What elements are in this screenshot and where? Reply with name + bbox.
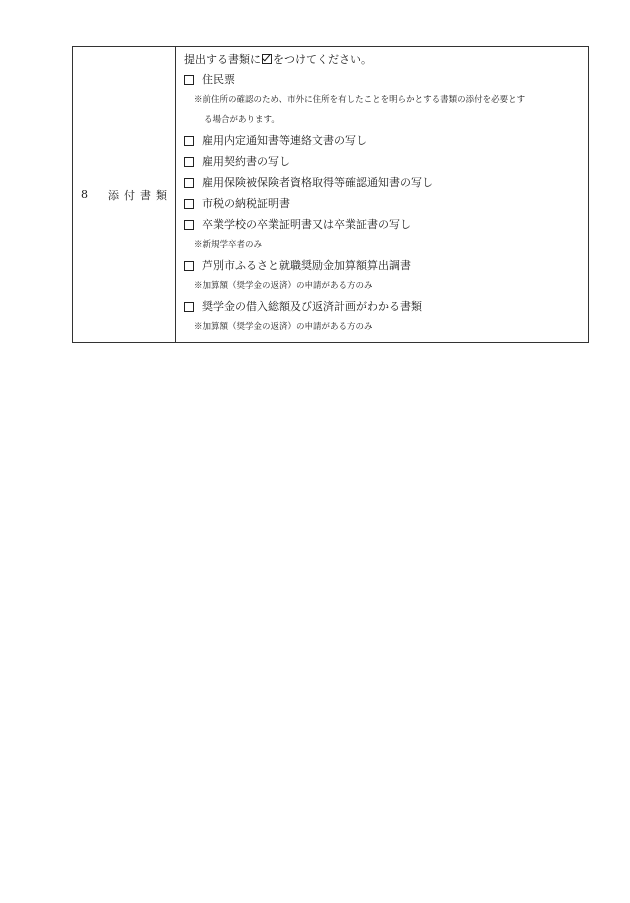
checkbox-insurance-cert[interactable] <box>184 178 194 188</box>
note-graduation: ※新規学卒者のみ <box>194 240 263 250</box>
item-tax-cert[interactable] <box>184 193 588 214</box>
item-scholarship-doc-label: 奨学金の借入総額及び返済計画がわかる書類 <box>202 300 422 313</box>
item-resident-label: 住民票 <box>202 73 235 86</box>
item-employment-notice-label: 雇用内定通知書等連絡文書の写し <box>202 134 367 147</box>
attachments-list <box>176 47 588 342</box>
item-employment-contract[interactable] <box>184 151 588 172</box>
section-number: 8 <box>81 188 88 201</box>
item-incentive-doc[interactable] <box>184 255 588 276</box>
item-tax-cert-label: 市税の納税証明書 <box>202 197 290 210</box>
checkbox-tax-cert[interactable] <box>184 199 194 209</box>
section-label-cell <box>73 47 176 342</box>
instruction-before: 提出する書類に <box>184 53 261 66</box>
item-graduation-cert-label: 卒業学校の卒業証明書又は卒業証書の写し <box>202 218 411 231</box>
item-graduation-cert[interactable] <box>184 214 588 235</box>
item-incentive-doc-label: 芦別市ふるさと就職奨励金加算額算出調書 <box>202 259 411 272</box>
checkbox-incentive-doc[interactable] <box>184 261 194 271</box>
item-resident[interactable] <box>184 69 588 90</box>
item-employment-notice[interactable] <box>184 130 588 151</box>
item-employment-contract-label: 雇用契約書の写し <box>202 155 290 168</box>
checkbox-graduation-cert[interactable] <box>184 220 194 230</box>
item-insurance-cert-label: 雇用保険被保険者資格取得等確認通知書の写し <box>202 176 433 189</box>
attachments-table <box>72 46 589 343</box>
note-scholarship: ※加算額（奨学金の返済）の申請がある方のみ <box>194 322 373 332</box>
instruction-text <box>184 50 588 69</box>
item-scholarship-doc[interactable] <box>184 296 588 317</box>
checkbox-employment-notice[interactable] <box>184 136 194 146</box>
checkbox-employment-contract[interactable] <box>184 157 194 167</box>
note-resident-1: ※前住所の確認のため、市外に住所を有したことを明らかとする書類の添付を必要とす <box>194 95 526 105</box>
checkbox-resident[interactable] <box>184 75 194 85</box>
item-insurance-cert[interactable] <box>184 172 588 193</box>
section-title: 添付書類 <box>108 188 172 202</box>
instruction-after: をつけてください。 <box>273 53 372 66</box>
note-resident-2: る場合があります。 <box>204 115 280 125</box>
checked-box-icon <box>262 54 272 64</box>
note-incentive: ※加算額（奨学金の返済）の申請がある方のみ <box>194 281 373 291</box>
checkbox-scholarship-doc[interactable] <box>184 302 194 312</box>
